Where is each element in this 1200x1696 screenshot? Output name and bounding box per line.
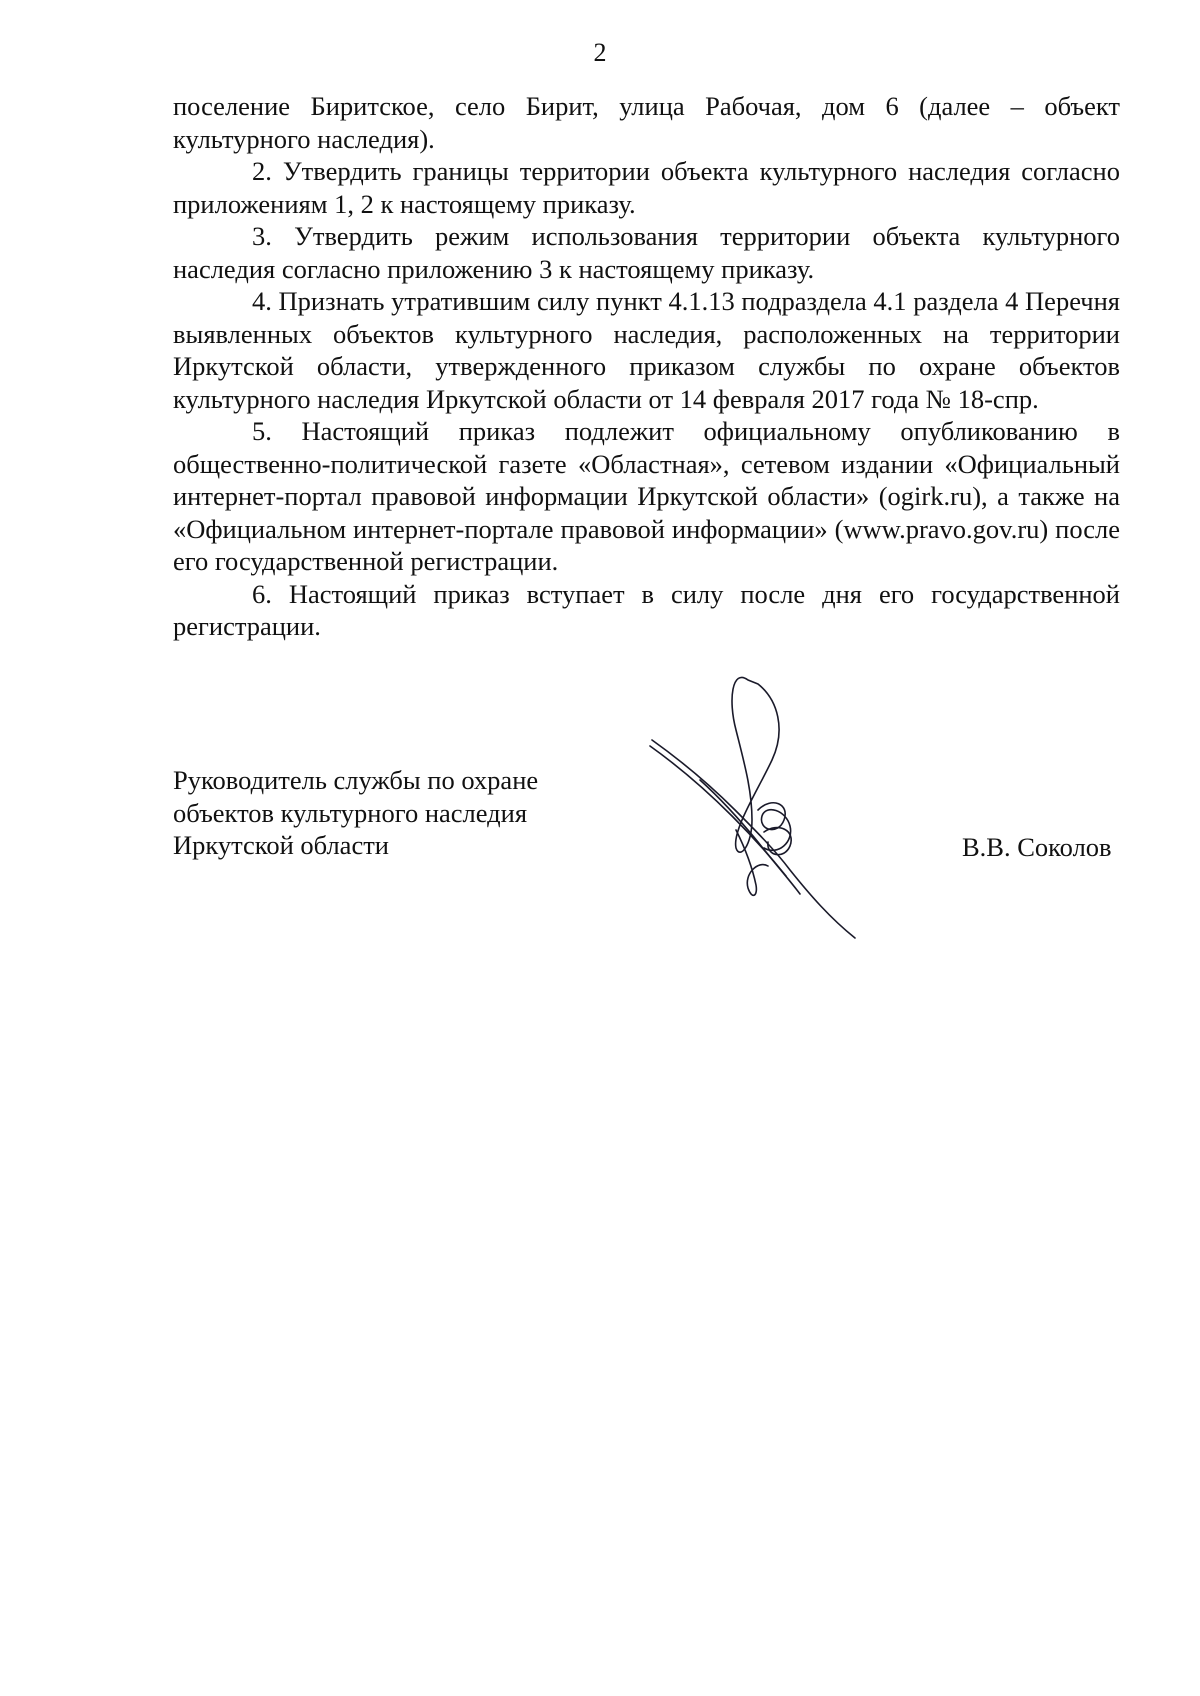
paragraph-item-4: 4. Признать утратившим силу пункт 4.1.13 подраздела 4.1 раздела 4 Перечня выявленных объектов культурного наследия, расположенных на территории Иркутской области, утвержденного приказом службы по охране объектов культурного наследия Иркутской области от 14 февраля 2017 года № 18-спр. (173, 286, 1120, 414)
handwritten-signature (640, 670, 890, 945)
signer-name: В.В. Соколов (962, 832, 1112, 862)
paragraph-item-2: 2. Утвердить границы территории объекта культурного наследия согласно приложениям 1, 2 к настоящему приказу. (173, 156, 1120, 219)
signatory-title-line-1: Руководитель службы по охране (173, 765, 539, 795)
page-number: 2 (593, 38, 607, 67)
signatory-title-line-2: объектов культурного наследия (173, 797, 528, 828)
paragraph-continuation: поселение Биритское, село Бирит, улица Рабочая, дом 6 (далее – объект культурного наследия). (173, 91, 1120, 154)
signatory-title-line-3: Иркутской области (173, 830, 389, 860)
document-body (173, 90, 1120, 643)
paragraph-item-5: 5. Настоящий приказ подлежит официальному опубликованию в общественно-политической газете «Областная», сетевом издании «Официальный интернет-портал правовой информации Иркутской области» (ogirk.ru), а также на «Официальном интернет-портале правовой информации» (www.pravo.gov.ru) после его государственной регистрации. (173, 416, 1120, 576)
paragraph-item-3: 3. Утвердить режим использования территории объекта культурного наследия согласно приложению 3 к настоящему приказу. (173, 221, 1120, 284)
signatory-block (173, 764, 538, 862)
paragraph-item-6: 6. Настоящий приказ вступает в силу после дня его государственной регистрации. (173, 578, 1120, 641)
